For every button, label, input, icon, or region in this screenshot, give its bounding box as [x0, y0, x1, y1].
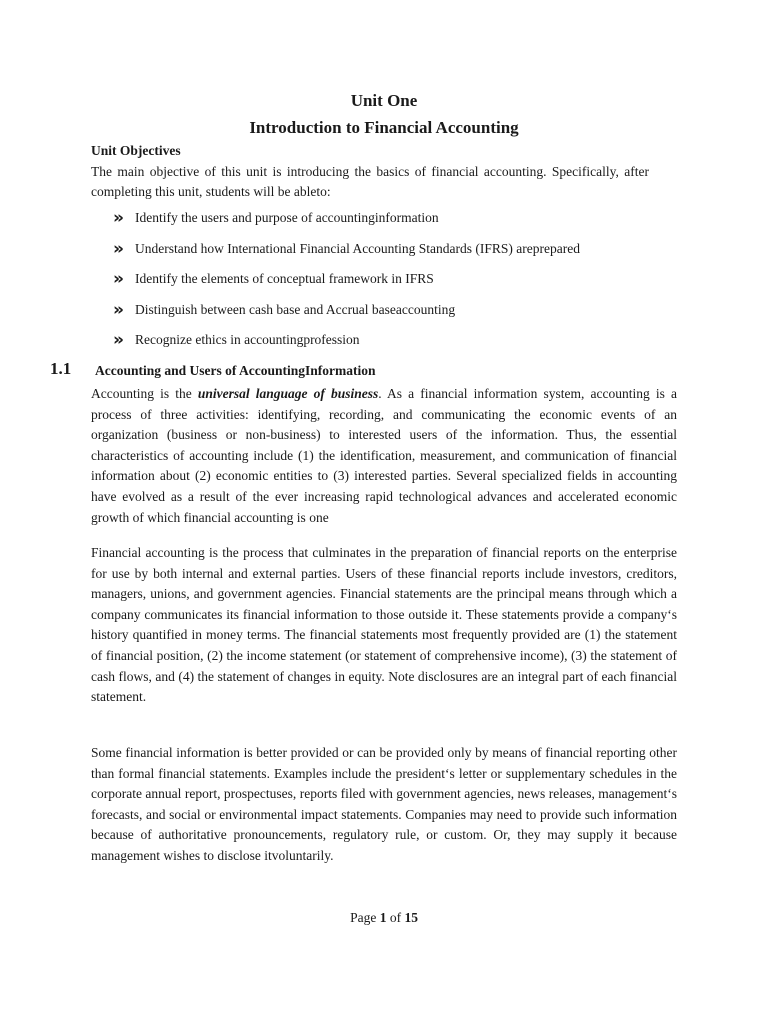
objective-item: [113, 269, 580, 289]
paragraph-accounting-definition: [91, 384, 677, 528]
objectives-heading: Unit Objectives: [91, 143, 181, 158]
paragraph-financial-information: Some financial information is better provided or can be provided only by means of financial reporting other than formal financial statements. Examples include the president‘s letter or supplementary schedules in the corporate annual report, prospectuses, reports filed with government agencies, news releases, management‘s forecasts, and social or environmental impact statements. Companies may need to provide such information because of authoritative pronouncements, regulatory rule, or custom. Or, they may supply it because management wishes to disclose itvoluntarily.: [91, 745, 677, 863]
objective-item: [113, 330, 580, 350]
objective-text: Identify the elements of conceptual framework in IFRS: [135, 271, 434, 287]
paragraph-text: . As a financial information system, accounting is a process of three activities: identifying, recording, and communicating the economic events of an organization (business or non-business) to interested users of the information. Thus, the essential characteristics of accounting include (1) the identification, measurement, and communication of financial information about (2) economic entities to (3) interested parties. Several specialized fields in accounting have evolved as a result of the ever increasing rapid technological advances and accelerated economic growth of which financial accounting is one: [91, 386, 677, 525]
objective-item: [113, 300, 580, 320]
bullet-icon: »: [113, 238, 124, 259]
objective-text: Recognize ethics in accountingprofession: [135, 332, 360, 348]
objectives-intro: The main objective of this unit is introducing the basics of financial accounting. Specifically, after completing this unit, students will be ableto:: [91, 164, 649, 199]
objective-text: Understand how International Financial Accounting Standards (IFRS) areprepared: [135, 240, 580, 256]
unit-subtitle: Introduction to Financial Accounting: [249, 118, 519, 137]
unit-title: Unit One: [350, 91, 418, 110]
bullet-icon: »: [113, 330, 124, 351]
objective-item: [113, 239, 580, 259]
page-footer: [0, 909, 768, 927]
objective-text: Identify the users and purpose of accountinginformation: [135, 210, 439, 225]
bullet-icon: »: [113, 269, 124, 290]
page-word: Page: [350, 910, 377, 925]
objective-item: [113, 208, 580, 228]
total-pages-number: 15: [404, 910, 418, 925]
of-word: of: [389, 910, 402, 925]
current-page-number: 1: [379, 910, 387, 925]
section-number: 1.1: [50, 359, 72, 378]
bullet-icon: »: [113, 208, 124, 228]
objectives-list: [113, 208, 580, 361]
paragraph-financial-accounting: Financial accounting is the process that culminates in the preparation of financial reports on the enterprise for use by both internal and external parties. Users of these financial reports include investors, creditors, managers, unions, and government agencies. Financial statements are the principal means through which a company communicates its financial information to those outside it. These statements provide a company‘s history quantified in money terms. The financial statements most frequently provided are (1) the statement of financial position, (2) the income statement (or statement of comprehensive income), (3) the statement of cash flows, and (4) the statement of changes in equity. Note disclosures are an integral part of each financial statement.: [91, 545, 677, 705]
section-title: Accounting and Users of AccountingInformation: [95, 363, 376, 378]
objective-text: Distinguish between cash base and Accrual baseaccounting: [135, 301, 456, 317]
paragraph-text: Accounting is the: [91, 386, 198, 401]
emphasis-text: universal language of business: [197, 386, 379, 401]
bullet-icon: »: [113, 299, 124, 320]
